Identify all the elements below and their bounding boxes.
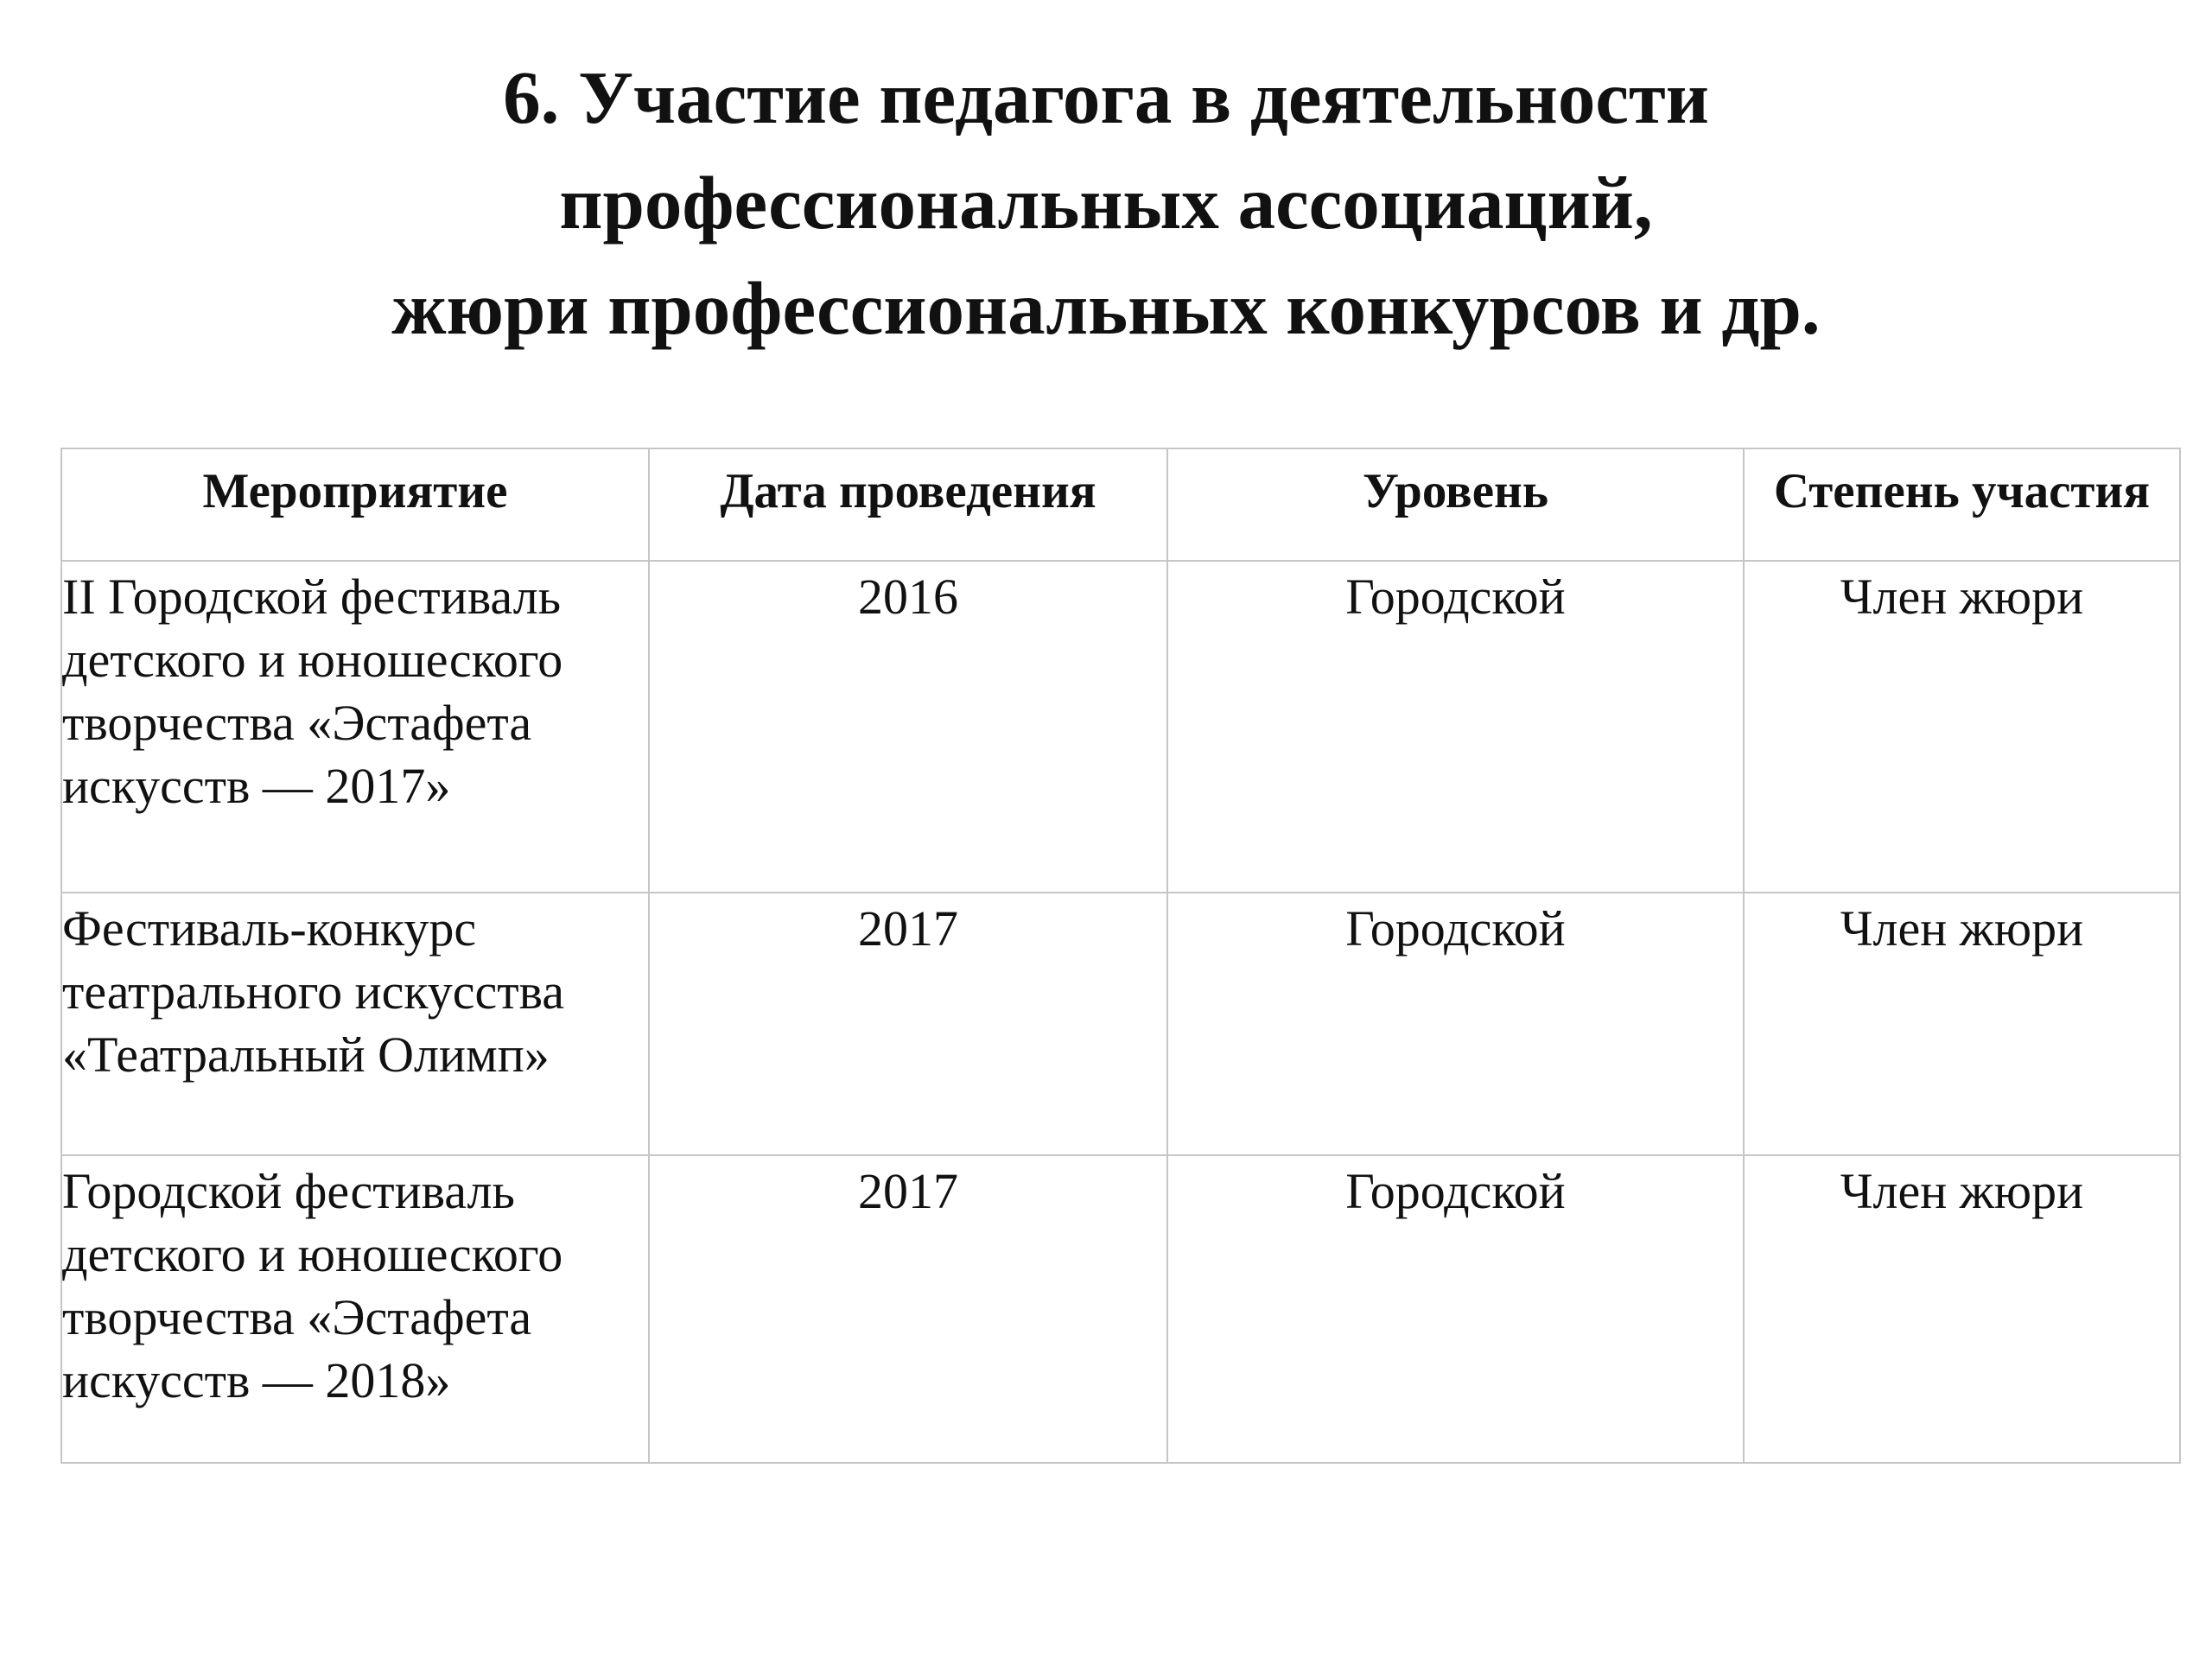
table-row — [61, 1155, 2180, 1463]
header-date: Дата проведения — [649, 448, 1167, 561]
table-row — [61, 893, 2180, 1155]
table-row — [61, 561, 2180, 893]
level-cell: Городской — [1167, 561, 1744, 893]
slide-title — [0, 45, 2212, 361]
table-header-row — [61, 448, 2180, 561]
level-cell: Городской — [1167, 893, 1744, 1155]
event-cell: Фестиваль-конкурс театрального искусства «Театральный Олимп» — [61, 893, 649, 1155]
events-table — [60, 448, 2181, 1464]
header-role: Степень участия — [1744, 448, 2180, 561]
date-cell: 2017 — [649, 1155, 1167, 1463]
role-cell: Член жюри — [1744, 1155, 2180, 1463]
date-cell: 2016 — [649, 561, 1167, 893]
title-line-3: жюри профессиональных конкурсов и др. — [391, 266, 1821, 350]
header-event: Мероприятие — [61, 448, 649, 561]
event-cell: Городской фестиваль детского и юношеского творчества «Эстафета искусств — 2018» — [61, 1155, 649, 1463]
role-cell: Член жюри — [1744, 893, 2180, 1155]
role-cell: Член жюри — [1744, 561, 2180, 893]
header-level: Уровень — [1167, 448, 1744, 561]
date-cell: 2017 — [649, 893, 1167, 1155]
event-cell: II Городской фестиваль детского и юношеского творчества «Эстафета искусств — 2017» — [61, 561, 649, 893]
title-line-1: 6. Участие педагога в деятельности — [503, 55, 1709, 139]
title-line-2: профессиональных ассоциаций, — [559, 161, 1653, 245]
level-cell: Городской — [1167, 1155, 1744, 1463]
